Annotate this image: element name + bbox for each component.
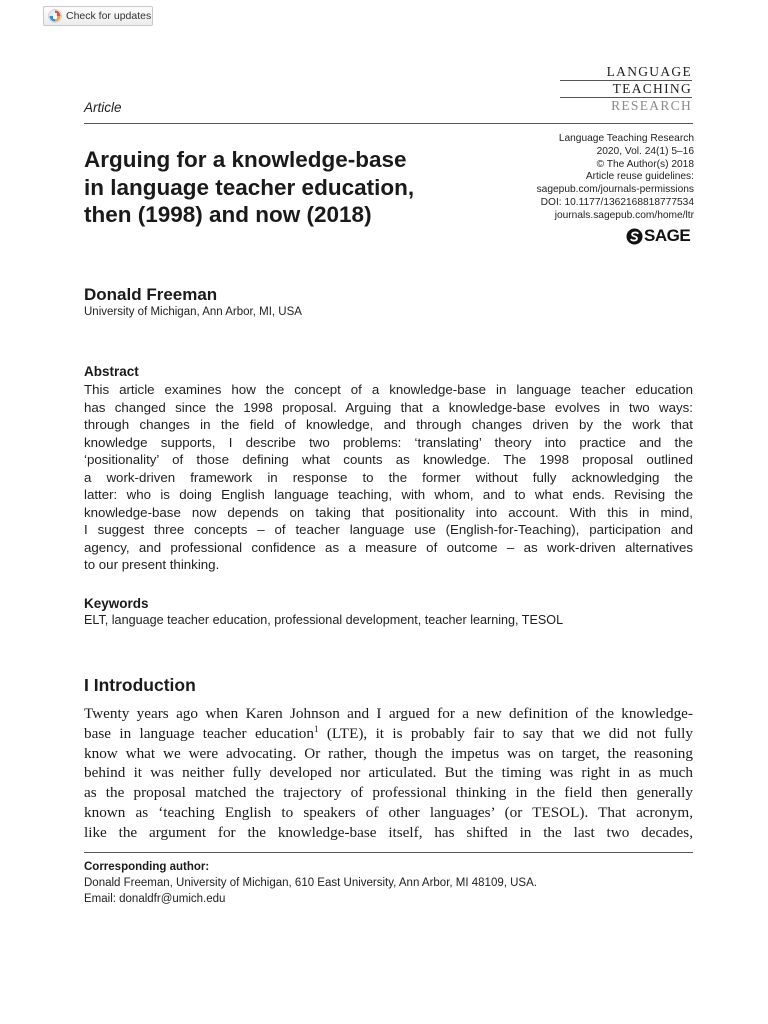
check-for-updates-label: Check for updates xyxy=(66,10,152,22)
title-line: Arguing for a knowledge-base xyxy=(84,147,407,172)
sage-mark-icon xyxy=(626,228,643,245)
corresponding-author-address: Donald Freeman, University of Michigan, 610 East University, Ann Arbor, MI 48109, USA. xyxy=(84,877,537,889)
corresponding-author-email[interactable]: Email: donaldfr@umich.edu xyxy=(84,893,226,905)
introduction-body xyxy=(84,704,693,843)
author-name: Donald Freeman xyxy=(84,285,218,304)
body-line: behind it was neither fully developed nor articulated. But the timing was right in as much xyxy=(84,764,693,782)
reuse-label: Article reuse guidelines: xyxy=(585,171,694,183)
abstract-line: ‘positionality’ of those defining what counts as knowledge. The 1998 proposal outlined xyxy=(84,452,693,467)
abstract-line: This article examines how the concept of a knowledge-base in language teacher education xyxy=(84,382,693,397)
abstract-line: through changes in the field of knowledge, and through changes driven by the work that xyxy=(84,417,693,432)
author-affiliation: University of Michigan, Ann Arbor, MI, USA xyxy=(84,306,302,318)
copyright: © The Author(s) 2018 xyxy=(596,158,694,170)
abstract-line: latter: who is doing English language teaching, with whom, and to what ends. Revising the xyxy=(84,487,693,502)
abstract-line: knowledge supports, I describe two problems: ‘translating’ theory into practice and the xyxy=(84,434,693,450)
abstract-line: to our present thinking. xyxy=(84,557,220,572)
body-line: as the proposal matched the trajectory of professional thinking in the field then generally xyxy=(84,784,693,802)
abstract-line: agency, and professional confidence as a measure of outcome – as work-driven alternatives xyxy=(84,539,693,555)
journal-home-link[interactable]: journals.sagepub.com/home/ltr xyxy=(554,209,694,221)
abstract-line: knowledge-base now depends on taking that positionality into account. With this in mind, xyxy=(84,504,693,520)
doi[interactable]: DOI: 10.1177/1362168818777534 xyxy=(540,196,694,208)
article-type-label: Article xyxy=(84,100,122,115)
keywords-heading: Keywords xyxy=(84,596,149,611)
body-line: Twenty years ago when Karen Johnson and I argued for a new definition of the knowledge- xyxy=(84,705,693,722)
publication-meta xyxy=(480,133,694,223)
permissions-link[interactable]: sagepub.com/journals-permissions xyxy=(536,184,694,196)
journal-logo-line: RESEARCH xyxy=(611,98,692,113)
corresponding-author-heading: Corresponding author: xyxy=(84,861,210,873)
abstract-line: a work-driven framework in response to the former without fully acknowledging the xyxy=(84,469,693,485)
sage-logo xyxy=(626,227,690,245)
sage-wordmark: SAGE xyxy=(644,226,691,245)
check-for-updates-button[interactable] xyxy=(43,6,153,26)
body-line: know what we were advocating. Or rather, though the impetus was on target, the reasoning xyxy=(84,744,693,762)
abstract-body xyxy=(84,381,693,574)
volume-info: 2020, Vol. 24(1) 5–16 xyxy=(596,145,694,157)
body-line: known as ‘teaching English to speakers of other languages’ (or TESOL). That acronym, xyxy=(84,803,693,821)
footnote-divider xyxy=(84,852,693,853)
journal-logo xyxy=(560,64,692,114)
abstract-heading: Abstract xyxy=(84,364,139,379)
header-divider xyxy=(84,123,693,124)
body-line xyxy=(84,724,693,744)
body-text: base in language teacher education xyxy=(84,724,314,742)
title-line: in language teacher education, xyxy=(84,174,415,200)
footnote-marker[interactable]: 1 xyxy=(313,723,319,734)
update-icon xyxy=(48,9,62,23)
article-title xyxy=(84,146,504,229)
journal-name: Language Teaching Research xyxy=(558,133,694,144)
keywords-list: ELT, language teacher education, professional development, teacher learning, TESOL xyxy=(84,613,564,627)
body-line: like the argument for the knowledge-base itself, has shifted in the last two decades, xyxy=(84,823,693,841)
abstract-line: has changed since the 1998 proposal. Arguing that a knowledge-base evolves in two ways: xyxy=(84,399,693,415)
body-text: (LTE), it is probably fair to say that we did not fully xyxy=(318,724,693,742)
section-heading-introduction: I Introduction xyxy=(84,675,196,695)
abstract-line: I suggest three concepts – of teacher language use (English-for-Teaching), participation and xyxy=(84,522,693,537)
journal-logo-line: LANGUAGE xyxy=(560,64,692,81)
journal-logo-line: TEACHING xyxy=(560,81,692,98)
title-line: then (1998) and now (2018) xyxy=(84,202,372,227)
